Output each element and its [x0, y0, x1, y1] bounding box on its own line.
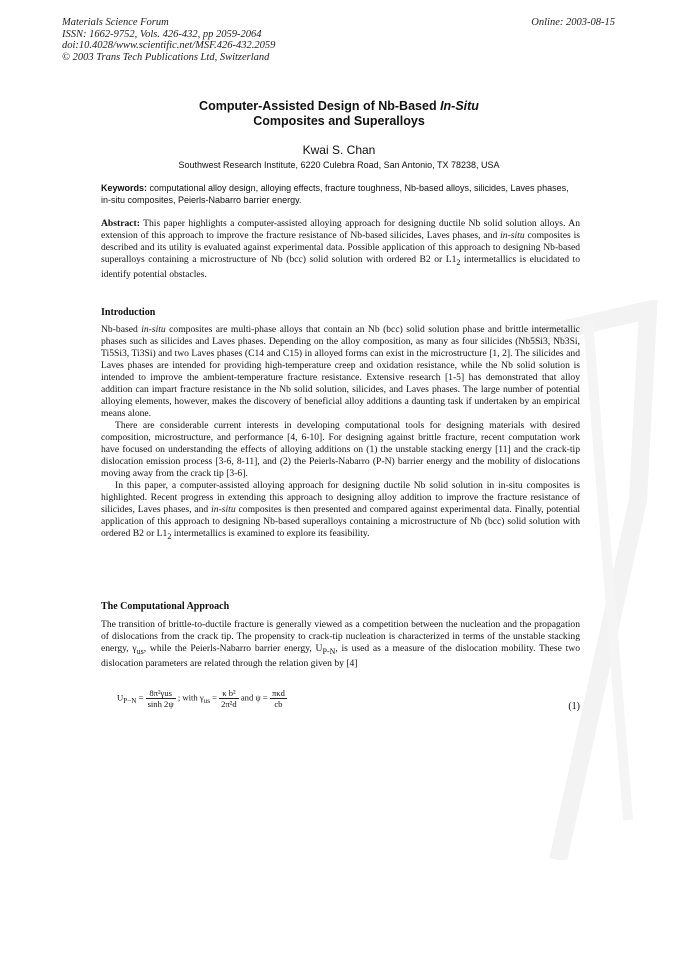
copyright-line: © 2003 Trans Tech Publications Ltd, Switzerland — [62, 51, 270, 63]
paragraph: In this paper, a computer-assisted alloying approach for designing ductile Nb solid solution in in-situ composites is highlighted. Recent progress in extending this approach to designing alloy addition to improve the fracture resistance of silicides, Laves phases, and in-situ composites is then presented and compared against experimental data. Finally, potential application of this approach to designing Nb-based superalloys containing a microstructure of Nb (bcc) solid solution with ordered B2 or $L1_2$ intermetallics is examined to explore its feasibility. — [101, 480, 581, 541]
fraction: $\frac{\text{πκd}}{cb}$ — [271, 688, 285, 709]
computational-body: The transition of brittle-to-ductile fracture is generally viewed as a competition between the nucleation and the propagation of dislocations from the crack tip. The propensity to crack-tip nucleation is characterized in terms of the unstable stacking energy, $\gamma_{us}$, while the Peierls-Nabarro barrier energy, $U_{P-N}$, is used as a measure of the dislocation mobility. These two dislocation parameters are related through the relation given by [4] — [101, 619, 581, 669]
doi-line: doi:10.4028/www.scientific.net/MSF.426-432.2059 — [62, 40, 276, 51]
journal-name: Materials Science Forum — [62, 17, 169, 28]
introduction-body — [101, 324, 580, 543]
paragraph: There are considerable current interests in developing computational tools for designing materials with desired composition, microstructure, and performance [4, 6-10]. For designing against brittle fracture, recent computation work have focused on understanding the effects of alloying additions on (1) the unstable stacking energy [11] and the crack-tip dislocation emission process [3-6, 8-11], and (2) the Peierls-Nabarro (P-N) barrier energy and the mobility of dislocations moving away from the crack tip [3-6]. — [101, 420, 580, 479]
fraction: $\frac{\text{8π²γus}}{\sinh 2\psi}$ — [147, 688, 174, 709]
paper-title: Computer-Assisted Design of Nb-Based In-Situ Composites and Superalloys — [199, 99, 479, 128]
affiliation: Southwest Research Institute, 6220 Culebra Road, San Antonio, TX 78238, USA — [178, 160, 500, 170]
abstract: Abstract: This paper highlights a computer-assisted alloying approach for designing ductile Nb solid solution alloys. An extension of this approach to improve the fracture resistance of Nb-based silicides, Laves phases, and in-situ composites is described and its utility is evaluated against experimental data. Possible application of this approach to designing Nb-based superalloys containing a microstructure of Nb (bcc) solid solution with ordered B2 or $L1_2$ intermetallics is elucidated to identify potential obstacles. — [101, 218, 580, 280]
fraction: $\frac{\text{κ b²}}{\text{2π²d}}$ — [221, 688, 237, 709]
introduction-heading: Introduction — [101, 307, 156, 318]
online-date: Online: 2003-08-15 — [531, 17, 615, 28]
author-name: Kwai S. Chan — [302, 143, 376, 157]
equation-1: $U_{P-N}$ = $\frac{\text{8π²γus}}{\sinh 2\psi}$ ; with $\gamma_{us}$ = $\frac{\text{κ b²}}{\text{2π²d}}$ and ψ = $\frac{\text{πκd}}{cb}$ — [117, 688, 285, 709]
issn-line: ISSN: 1662-9752, Vols. 426-432, pp 2059-2064 — [62, 28, 262, 40]
equation-number: (1) — [568, 701, 580, 712]
paragraph: Nb-based in-situ composites are multi-phase alloys that contain an Nb (bcc) solid solution phase and brittle intermetallic phases such as silicides and Laves phases. Depending on the alloy composition, as many as four silicides (Nb5Si3, Nb3Si, Ti5Si3, Ti3Si) and two Laves phases (C14 and C15) in alloyed forms can exist in the microstructure [1, 2]. The silicides and Laves phases are intended for providing high-temperature creep and oxidation resistance, while the Nb solid solution is intended to improve the ambient-temperature fracture resistance. Extensive research [1-5] has demonstrated that alloy addition can impart fracture resistance in the Nb solid solution, silicides, and Laves phases. The large number of potential alloying elements, however, makes the discovery of beneficial alloy additions a daunting task if undertaken by an empirical means alone. — [101, 324, 580, 419]
keywords: Keywords: computational alloy design, alloying effects, fracture toughness, Nb-based alloys, silicides, Laves phases, in-situ composites, Peierls-Nabarro barrier energy. — [101, 183, 569, 205]
computational-heading: The Computational Approach — [101, 601, 230, 612]
journal-header — [62, 17, 275, 63]
